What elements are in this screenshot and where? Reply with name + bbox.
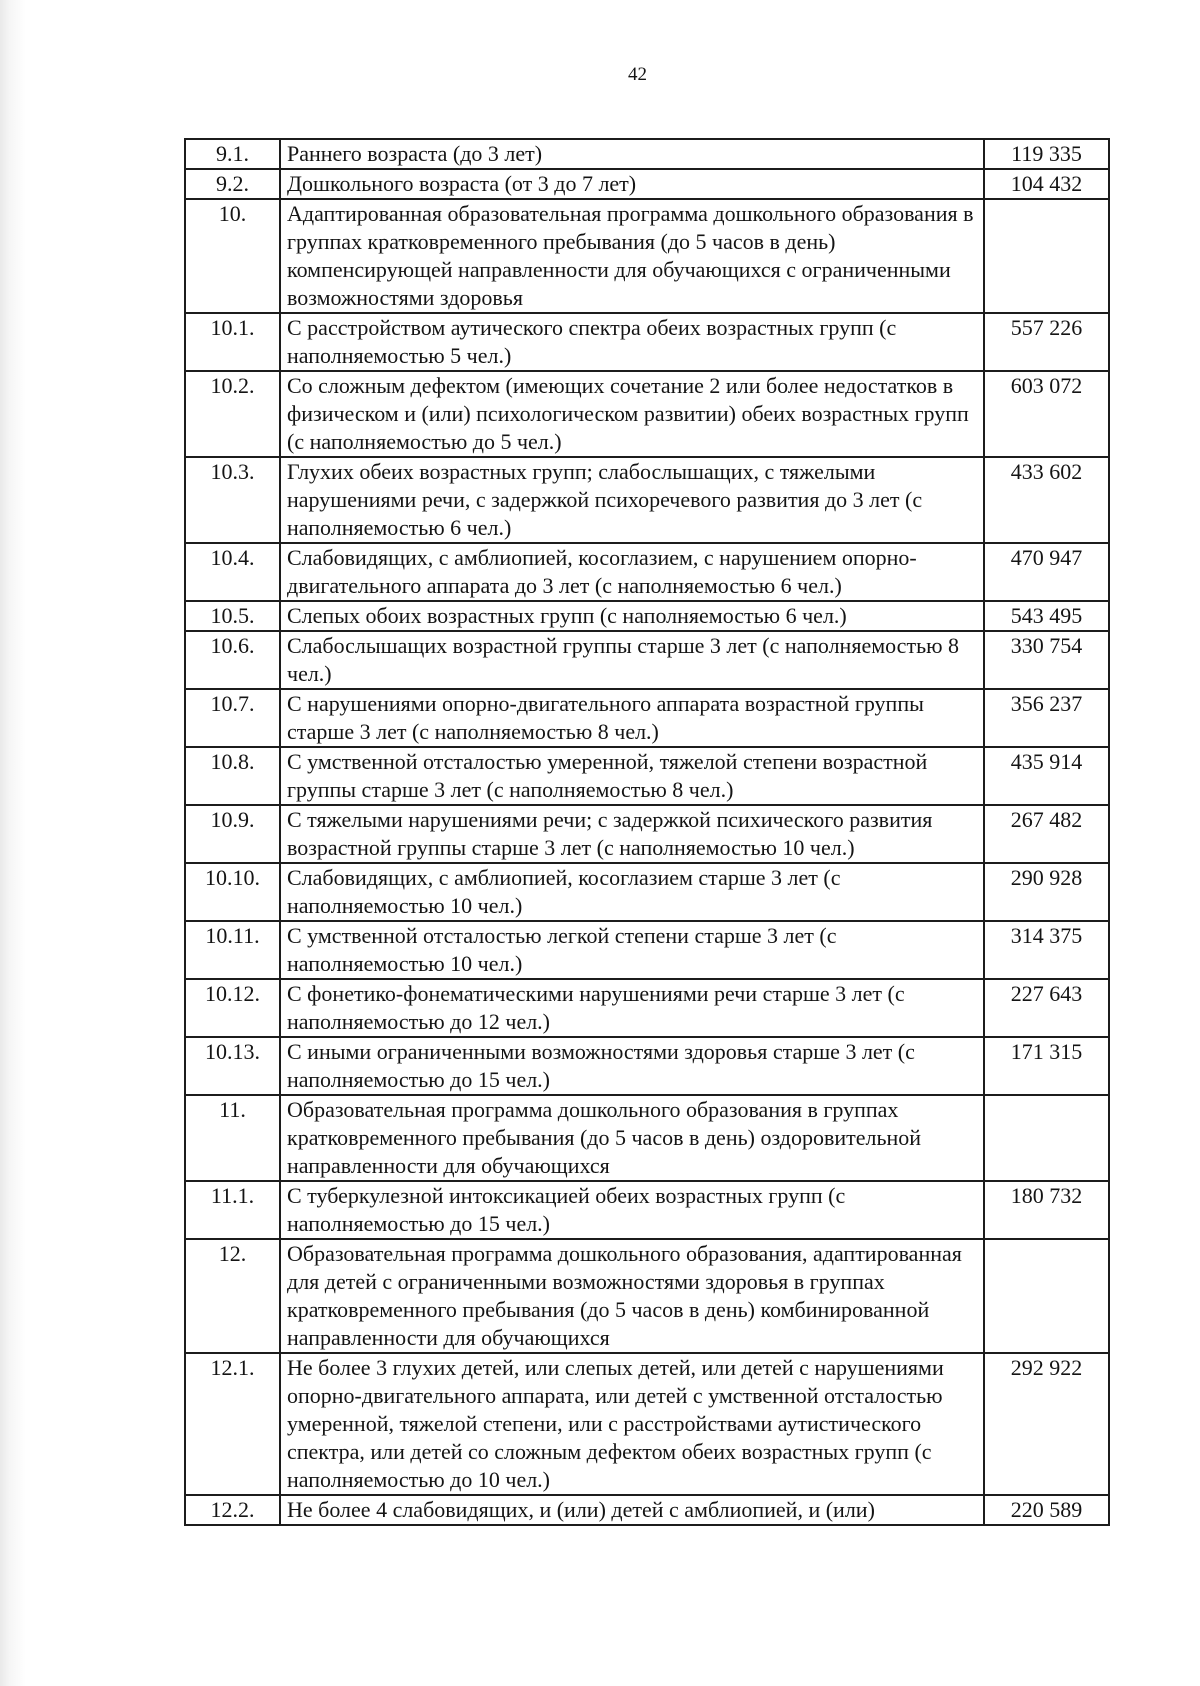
row-value: 543 495 <box>984 601 1109 631</box>
table-row <box>185 863 1109 921</box>
row-description: С умственной отсталостью легкой степени старше 3 лет (с наполняемостью 10 чел.) <box>280 921 984 979</box>
table-row <box>185 921 1109 979</box>
table-row <box>185 313 1109 371</box>
row-number: 10.13. <box>185 1037 280 1095</box>
table-row <box>185 631 1109 689</box>
table-row <box>185 169 1109 199</box>
table-row <box>185 1495 1109 1525</box>
row-description: Не более 4 слабовидящих, и (или) детей с амблиопией, и (или) <box>280 1495 984 1525</box>
row-value: 180 732 <box>984 1181 1109 1239</box>
row-number: 10.8. <box>185 747 280 805</box>
page-number: 42 <box>628 64 647 85</box>
row-value: 227 643 <box>984 979 1109 1037</box>
row-value: 290 928 <box>984 863 1109 921</box>
row-description: Адаптированная образовательная программа дошкольного образования в группах кратковременного пребывания (до 5 часов в день) компенсирующей направленности для обучающихся с ограниченными возможностями здоровья <box>280 199 984 313</box>
row-number: 10. <box>185 199 280 313</box>
row-number: 10.4. <box>185 543 280 601</box>
table-row <box>185 805 1109 863</box>
row-value: 119 335 <box>984 139 1109 169</box>
row-number: 10.3. <box>185 457 280 543</box>
row-description: С тяжелыми нарушениями речи; с задержкой психического развития возрастной группы старше 3 лет (с наполняемостью 10 чел.) <box>280 805 984 863</box>
table-row <box>185 139 1109 169</box>
row-description: Образовательная программа дошкольного образования в группах кратковременного пребывания (до 5 часов в день) оздоровительной направленности для обучающихся <box>280 1095 984 1181</box>
row-number: 12.2. <box>185 1495 280 1525</box>
table-row <box>185 601 1109 631</box>
table-row <box>185 1239 1109 1353</box>
row-value: 267 482 <box>984 805 1109 863</box>
row-number: 10.7. <box>185 689 280 747</box>
row-description: Слабовидящих, с амблиопией, косоглазием старше 3 лет (с наполняемостью 10 чел.) <box>280 863 984 921</box>
row-description: Дошкольного возраста (от 3 до 7 лет) <box>280 169 984 199</box>
row-value: 470 947 <box>984 543 1109 601</box>
row-number: 9.1. <box>185 139 280 169</box>
row-description: С расстройством аутического спектра обеих возрастных групп (с наполняемостью 5 чел.) <box>280 313 984 371</box>
row-value: 330 754 <box>984 631 1109 689</box>
row-number: 10.1. <box>185 313 280 371</box>
row-value: 557 226 <box>984 313 1109 371</box>
row-description: Слепых обоих возрастных групп (с наполняемостью 6 чел.) <box>280 601 984 631</box>
row-number: 12.1. <box>185 1353 280 1495</box>
table-body <box>185 139 1109 1525</box>
table-row <box>185 543 1109 601</box>
row-number: 11. <box>185 1095 280 1181</box>
table-row <box>185 979 1109 1037</box>
row-value <box>984 1239 1109 1353</box>
tariff-table <box>184 138 1110 1526</box>
table-row <box>185 1037 1109 1095</box>
row-description: Со сложным дефектом (имеющих сочетание 2 или более недостатков в физическом и (или) психологическом развитии) обеих возрастных групп (с наполняемостью до 5 чел.) <box>280 371 984 457</box>
row-number: 12. <box>185 1239 280 1353</box>
row-value: 220 589 <box>984 1495 1109 1525</box>
row-description: Раннего возраста (до 3 лет) <box>280 139 984 169</box>
row-value: 171 315 <box>984 1037 1109 1095</box>
row-description: С фонетико-фонематическими нарушениями речи старше 3 лет (с наполняемостью до 12 чел.) <box>280 979 984 1037</box>
table-row <box>185 457 1109 543</box>
row-description: Образовательная программа дошкольного образования, адаптированная для детей с ограниченными возможностями здоровья в группах кратковременного пребывания (до 5 часов в день) комбинированной направленности для обучающихся <box>280 1239 984 1353</box>
row-description: Слабовидящих, с амблиопией, косоглазием, с нарушением опорно-двигательного аппарата до 3 лет (с наполняемостью 6 чел.) <box>280 543 984 601</box>
row-description: Не более 3 глухих детей, или слепых детей, или детей с нарушениями опорно-двигательного аппарата, или детей с умственной отсталостью умеренной, тяжелой степени, или с расстройствами аутистического спектра, или детей со сложным дефектом обеих возрастных групп (с наполняемостью до 10 чел.) <box>280 1353 984 1495</box>
row-value: 433 602 <box>984 457 1109 543</box>
table-row <box>185 371 1109 457</box>
row-number: 10.2. <box>185 371 280 457</box>
row-value: 603 072 <box>984 371 1109 457</box>
row-value: 104 432 <box>984 169 1109 199</box>
table-row <box>185 689 1109 747</box>
row-number: 10.10. <box>185 863 280 921</box>
table-row <box>185 747 1109 805</box>
row-number: 10.11. <box>185 921 280 979</box>
table-row <box>185 1353 1109 1495</box>
row-value: 356 237 <box>984 689 1109 747</box>
table-row <box>185 1095 1109 1181</box>
row-description: Слабослышащих возрастной группы старше 3 лет (с наполняемостью 8 чел.) <box>280 631 984 689</box>
row-number: 9.2. <box>185 169 280 199</box>
row-number: 10.9. <box>185 805 280 863</box>
row-number: 10.12. <box>185 979 280 1037</box>
row-description: С умственной отсталостью умеренной, тяжелой степени возрастной группы старше 3 лет (с наполняемостью 8 чел.) <box>280 747 984 805</box>
row-description: С туберкулезной интоксикацией обеих возрастных групп (с наполняемостью до 15 чел.) <box>280 1181 984 1239</box>
row-number: 10.6. <box>185 631 280 689</box>
row-description: С нарушениями опорно-двигательного аппарата возрастной группы старше 3 лет (с наполняемостью 8 чел.) <box>280 689 984 747</box>
table-row <box>185 199 1109 313</box>
row-number: 11.1. <box>185 1181 280 1239</box>
row-description: С иными ограниченными возможностями здоровья старше 3 лет (с наполняемостью до 15 чел.) <box>280 1037 984 1095</box>
row-description: Глухих обеих возрастных групп; слабослышащих, с тяжелыми нарушениями речи, с задержкой психоречевого развития до 3 лет (с наполняемостью 6 чел.) <box>280 457 984 543</box>
row-value: 314 375 <box>984 921 1109 979</box>
table-row <box>185 1181 1109 1239</box>
scan-edge <box>0 0 26 1686</box>
row-value: 292 922 <box>984 1353 1109 1495</box>
row-value: 435 914 <box>984 747 1109 805</box>
row-value <box>984 199 1109 313</box>
row-value <box>984 1095 1109 1181</box>
row-number: 10.5. <box>185 601 280 631</box>
